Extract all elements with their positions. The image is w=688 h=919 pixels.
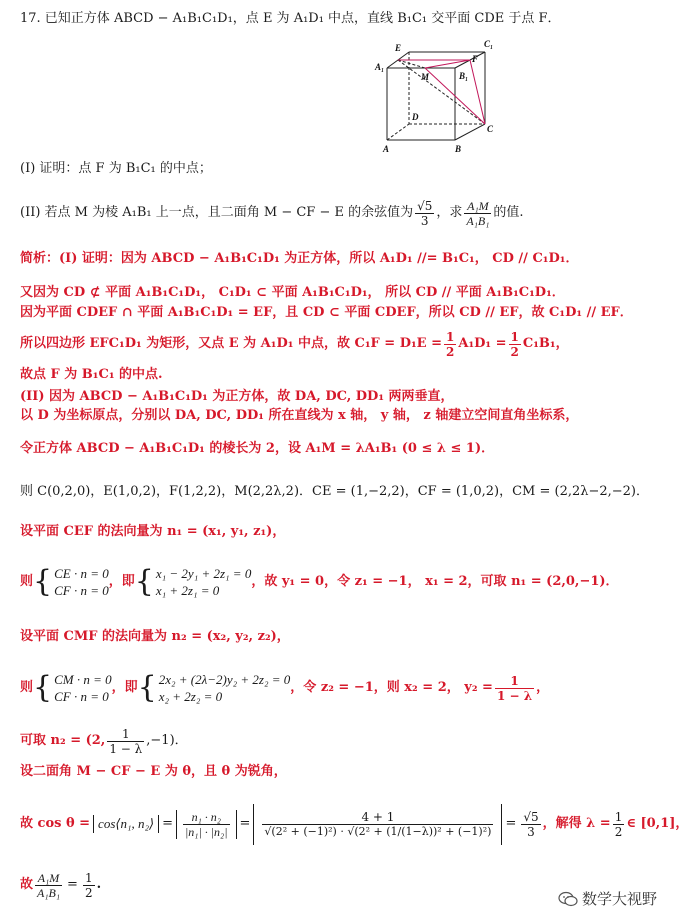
cube-figure (375, 38, 505, 158)
system-2-row-2: x₁ + 2z₁ = 0 (155, 583, 220, 598)
final-ratio-fraction (35, 871, 62, 900)
system-2 (156, 565, 251, 599)
big-den: √(2² + (−1)²) · √(2² + (1/(1−λ))² + (−1)²) (264, 824, 492, 838)
edge-AD (387, 124, 409, 140)
label-A1: A₁ (375, 62, 385, 72)
ratio-numerator: A₁M (464, 199, 491, 214)
system-2-row-1: x₁ − 2y₁ + 2z₁ = 0 (155, 566, 252, 581)
solution-line-9: 则 C(0,2,0)，E(1,0,2)，F(1,2,2)，M(2,2λ,2)．CE = (1,−2,2)，CF = (1,0,2)，CM = (2,2λ−2,−2)． (20, 484, 650, 499)
ratio-fraction (464, 199, 491, 228)
final-value-num: 1 (84, 870, 93, 885)
label-B: B (455, 144, 462, 154)
abs-big-wrap (253, 804, 502, 845)
system-3-row-1: CM · n = 0 (54, 672, 112, 687)
res-num: √5 (523, 809, 539, 824)
l4-text-a: 所以四边形 EFC₁D₁ 为矩形，又点 E 为 A₁D₁ 中点，故 C₁F = D₁E = (20, 336, 442, 351)
final-value-fraction (83, 871, 95, 900)
brace-1: { (33, 564, 53, 599)
l16-eq-1: = (162, 816, 173, 831)
solution-line-10: 设平面 CEF 的法向量为 n₁ = (x₁, y₁, z₁)， (20, 524, 286, 539)
l11-post: ，故 y₁ = 0，令 z₁ = −1， x₁ = 2，可取 n₁ = (2,0,−1)． (251, 574, 619, 589)
n2-fraction (107, 727, 144, 756)
half-den-1: 2 (446, 344, 455, 359)
y2-num: 1 (495, 674, 534, 689)
cos-denominator: 3 (420, 213, 429, 228)
half-fraction-1 (444, 330, 456, 359)
final-ratio-num: A₁M (35, 871, 62, 886)
system-1 (54, 565, 109, 599)
dot-fraction (183, 810, 230, 839)
label-A: A (383, 144, 390, 154)
lambda-num: 1 (614, 809, 623, 824)
y2-fraction (495, 674, 534, 703)
l4-text-b: A₁D₁ = (458, 336, 507, 351)
n2-den: 1 − λ (109, 741, 143, 756)
half-num-2: 1 (510, 329, 519, 344)
label-M: M (421, 72, 430, 82)
part2-text-a: (II) 若点 M 为棱 A₁B₁ 上一点，且二面角 M − CF − E 的余弦值为 (20, 205, 414, 220)
big-fraction (262, 810, 493, 839)
solution-line-13 (20, 668, 661, 708)
abs-cos: cos⟨n₁, n₂⟩ (93, 815, 159, 833)
solution-line-16 (20, 796, 688, 852)
system-3 (54, 671, 112, 705)
problem-part2 (20, 196, 661, 230)
brace-2: { (134, 564, 154, 599)
solution-line-2: 又因为 CD ⊄ 平面 A₁B₁C₁D₁， C₁D₁ ⊂ 平面 A₁B₁C₁D₁， 所以 CD // 平面 A₁B₁C₁D₁． (20, 285, 565, 300)
label-B1: B₁ (459, 71, 469, 81)
segment-EM (398, 60, 425, 68)
big-num: 4 + 1 (262, 810, 493, 825)
solution-line-5: 故点 F 为 B₁C₁ 的中点. (20, 367, 163, 382)
solution-line-3: 因为平面 CDEF ∩ 平面 A₁B₁C₁D₁ = EF，且 CD ⊂ 平面 CDEF，所以 CD // EF，故 C₁D₁ // EF． (20, 305, 633, 320)
l13-post: ，令 z₂ = −1，则 x₂ = 2， y₂ = (290, 680, 493, 695)
cos-numerator: √5 (417, 198, 433, 213)
solution-line-11 (20, 562, 661, 602)
solution-line-4 (20, 328, 661, 360)
label-F: F (472, 54, 479, 64)
solution-line-8: 令正方体 ABCD − A₁B₁C₁D₁ 的棱长为 2，设 A₁M = λA₁B₁ (0 ≤ λ ≤ 1)． (20, 441, 495, 456)
n2-num: 1 (107, 727, 144, 742)
l13-end: ， (536, 680, 550, 695)
dot-num: n₁ · n₂ (183, 810, 230, 825)
l14-a: 可取 n₂ = (2, (20, 733, 106, 748)
system-4-row-1: 2x₂ + (2λ−2)y₂ + 2z₂ = 0 (158, 672, 291, 687)
res-fraction (521, 810, 540, 839)
dot-den: |n₁| · |n₂| (184, 824, 228, 839)
res-den: 3 (527, 824, 535, 839)
edge-BC (455, 124, 485, 140)
system-1-row-2: CF · n = 0 (54, 583, 109, 598)
l16-b: ，解得 λ = (542, 816, 611, 831)
l16-a: 故 cos θ = (20, 816, 91, 831)
l13-mid: ，即 (111, 680, 138, 695)
problem-stem: 17. 已知正方体 ABCD − A₁B₁C₁D₁，点 E 为 A₁D₁ 中点，直线 B₁C₁ 交平面 CDE 于点 F． (20, 11, 561, 26)
lambda-den: 2 (614, 824, 623, 839)
solution-line-15: 设二面角 M − CF − E 为 θ，且 θ 为锐角， (20, 764, 287, 779)
l14-b: ,−1)． (146, 733, 188, 748)
system-4 (159, 671, 291, 705)
l13-pre: 则 (20, 680, 34, 695)
half-num-1: 1 (446, 329, 455, 344)
l4-text-c: C₁B₁， (522, 336, 569, 351)
part2-text-b: ，求 (436, 205, 463, 220)
l17-end: . (96, 877, 102, 892)
final-value-den: 2 (84, 885, 93, 900)
label-E: E (395, 43, 402, 53)
lambda-fraction (613, 810, 625, 839)
system-1-row-1: CE · n = 0 (54, 566, 109, 581)
problem-part1: (I) 证明：点 F 为 B₁C₁ 的中点； (20, 161, 212, 176)
l17-eq: = (67, 877, 78, 892)
ratio-denominator: A₁B₁ (466, 213, 490, 228)
label-D: D (412, 112, 419, 122)
abs-frac-wrap (176, 810, 237, 839)
cos-fraction (415, 199, 434, 228)
wechat-icon (558, 891, 578, 907)
part2-text-c: 的值. (493, 205, 524, 220)
solution-line-7: 以 D 为坐标原点，分别以 DA, DC, DD₁ 所在直线为 x 轴， y 轴， z 轴建立空间直角坐标系， (20, 408, 579, 423)
l16-eq-3: = (505, 816, 517, 831)
watermark-text: 数学大视野 (581, 890, 657, 908)
l11-mid: ，即 (108, 574, 135, 589)
l16-c: ∈ [0,1]， (626, 816, 688, 831)
brace-3: { (33, 670, 53, 705)
l11-pre: 则 (20, 574, 34, 589)
solution-line-6: (II) 因为 ABCD − A₁B₁C₁D₁ 为正方体，故 DA, DC, DD₁ 两两垂直， (20, 389, 454, 404)
system-3-row-2: CF · n = 0 (54, 689, 109, 704)
label-C1: C₁ (484, 39, 494, 49)
l16-eq-2: = (239, 816, 251, 831)
half-fraction-2 (509, 330, 521, 359)
final-ratio-den: A₁B₁ (37, 885, 61, 900)
brace-4: { (137, 670, 157, 705)
half-den-2: 2 (510, 344, 519, 359)
system-4-row-2: x₂ + 2z₂ = 0 (158, 689, 223, 704)
l17-a: 故 (20, 877, 34, 892)
label-C: C (487, 124, 494, 134)
watermark (558, 888, 657, 909)
y2-den: 1 − λ (496, 688, 533, 703)
solution-line-1: 简析：(I) 证明：因为 ABCD − A₁B₁C₁D₁ 为正方体，所以 A₁D₁ //= B₁C₁， CD // C₁D₁． (20, 251, 579, 266)
solution-line-14 (20, 726, 661, 756)
solution-line-12: 设平面 CMF 的法向量为 n₂ = (x₂, y₂, z₂)， (20, 629, 290, 644)
